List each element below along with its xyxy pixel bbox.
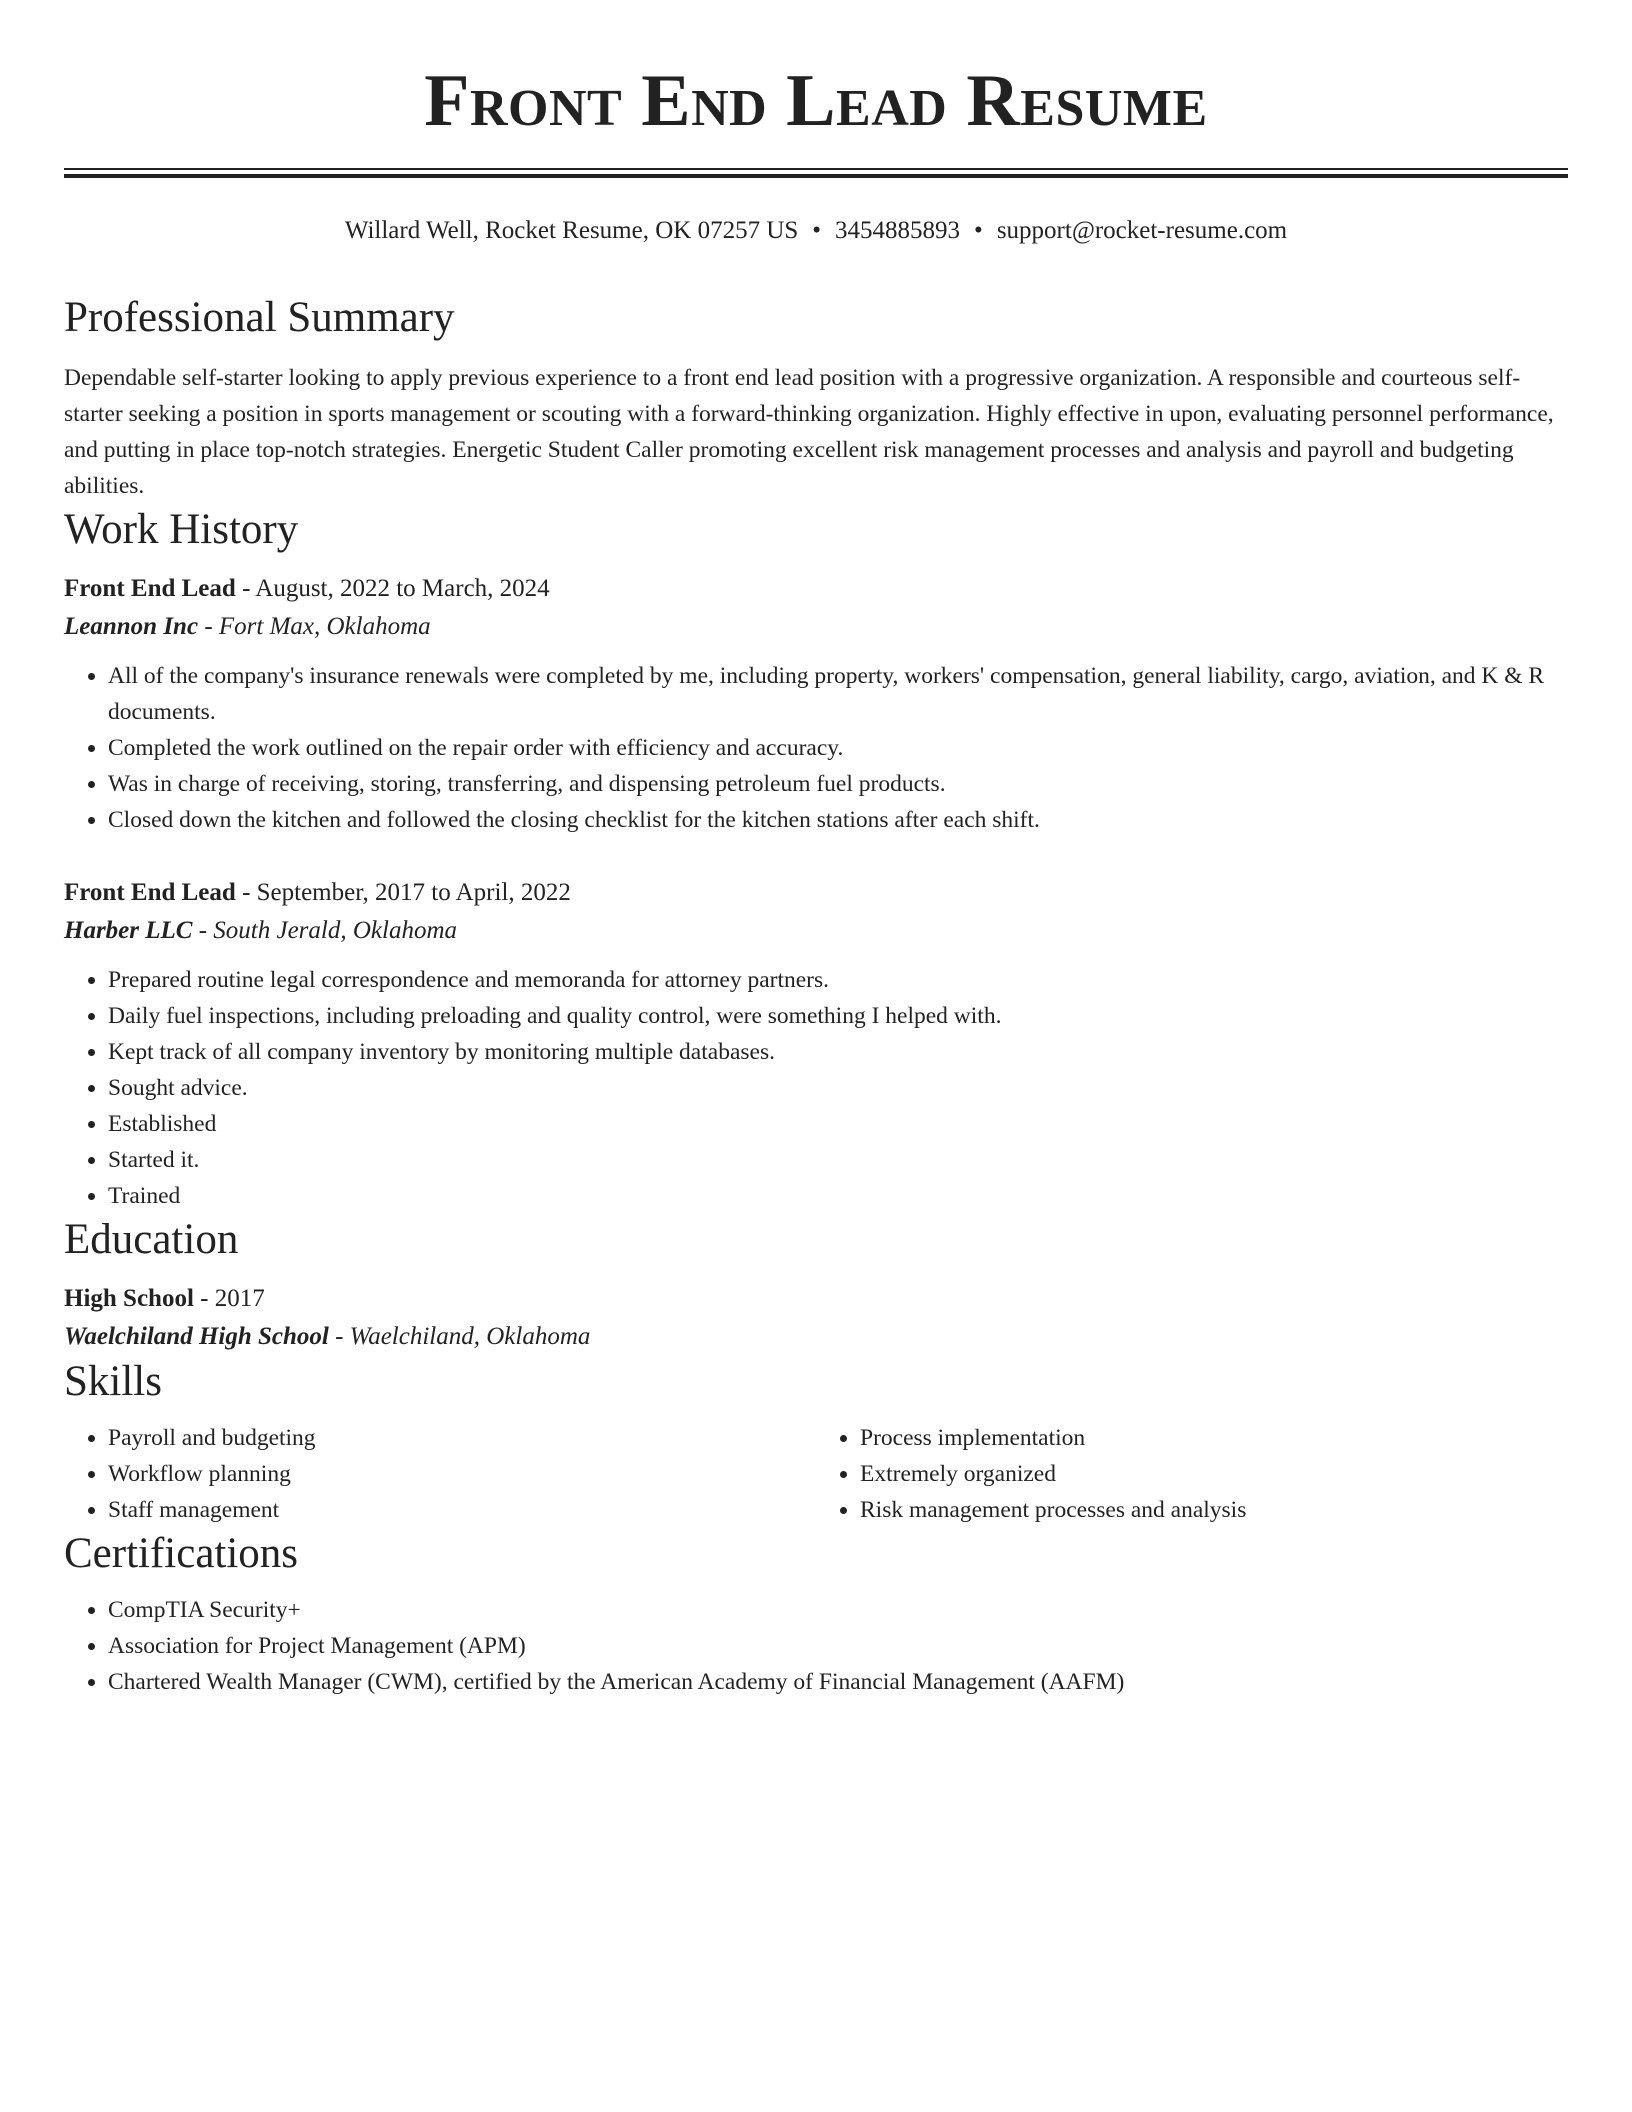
- job-company-line: [64, 912, 1568, 950]
- job-bullets: [64, 962, 1568, 1214]
- education-degree: High School: [64, 1285, 194, 1312]
- education-location: - Waelchiland, Oklahoma: [328, 1323, 591, 1350]
- job-bullet: • Closed down the kitchen and followed the closing checklist for the kitchen stations after each shift.: [108, 802, 1568, 838]
- skills-list-right: [816, 1420, 1568, 1528]
- summary-heading: Professional Summary: [64, 294, 455, 341]
- job-bullet: • Sought advice.: [108, 1070, 1568, 1106]
- skill-item: • Process implementation: [860, 1420, 1568, 1456]
- skills-list-left: [64, 1420, 816, 1528]
- skills-heading: Skills: [64, 1358, 162, 1405]
- skill-item: • Payroll and budgeting: [108, 1420, 816, 1456]
- job-company-line: [64, 608, 1568, 646]
- job-bullet: • Daily fuel inspections, including preloading and quality control, were something I helped with.: [108, 998, 1568, 1034]
- job-bullets: [64, 658, 1568, 838]
- job-title-line: [64, 874, 1568, 912]
- job-bullet: • Prepared routine legal correspondence and memoranda for attorney partners.: [108, 962, 1568, 998]
- job-location: - Fort Max, Oklahoma: [198, 613, 431, 640]
- job-company: Leannon Inc: [64, 613, 199, 640]
- contact-separator: •: [812, 217, 822, 244]
- skill-item: • Staff management: [108, 1492, 816, 1528]
- job-bullet: • Started it.: [108, 1142, 1568, 1178]
- contact-phone: 3454885893: [835, 217, 961, 244]
- job-entry: [64, 874, 1568, 1214]
- job-company: Harber LLC: [64, 917, 193, 944]
- contact-line: [64, 214, 1568, 248]
- job-dates: - August, 2022 to March, 2024: [235, 575, 550, 602]
- job-location: - South Jerald, Oklahoma: [192, 917, 458, 944]
- certification-item: • Chartered Wealth Manager (CWM), certified by the American Academy of Financial Management (AAFM): [108, 1664, 1568, 1700]
- education-school-line: [64, 1318, 1568, 1356]
- certifications-list: [64, 1592, 1568, 1700]
- contact-address: Willard Well, Rocket Resume, OK 07257 US: [344, 217, 799, 244]
- job-title-line: [64, 570, 1568, 608]
- job-bullet: • Kept track of all company inventory by monitoring multiple databases.: [108, 1034, 1568, 1070]
- education-entry: [64, 1280, 1568, 1356]
- job-dates: - September, 2017 to April, 2022: [235, 879, 571, 906]
- education-heading: Education: [64, 1216, 239, 1263]
- job-bullet: • Completed the work outlined on the repair order with efficiency and accuracy.: [108, 730, 1568, 766]
- resume-title: Front End Lead Resume: [424, 60, 1208, 142]
- skill-item: • Extremely organized: [860, 1456, 1568, 1492]
- job-bullet: • Trained: [108, 1178, 1568, 1214]
- skill-item: • Risk management processes and analysis: [860, 1492, 1568, 1528]
- summary-text: Dependable self-starter looking to apply previous experience to a front end lead position with a progressive organization. A responsible and courteous self-starter seeking a position in sports management or scouting with a forward-thinking organization. Highly effective in upon, evaluating personnel performance, and putting in place top-notch strategies. Energetic Student Caller promoting excellent risk management processes and analysis and payroll and budgeting abilities.: [64, 365, 1554, 499]
- work-history-heading: Work History: [64, 506, 299, 553]
- job-title: Front End Lead: [64, 879, 236, 906]
- certifications-heading: Certifications: [64, 1530, 299, 1577]
- contact-email: support@rocket-resume.com: [996, 217, 1288, 244]
- certification-item: • Association for Project Management (APM): [108, 1628, 1568, 1664]
- job-title: Front End Lead: [64, 575, 236, 602]
- job-bullet: • All of the company's insurance renewals were completed by me, including property, workers' compensation, general liability, cargo, aviation, and K & R documents.: [108, 658, 1568, 730]
- education-year: - 2017: [193, 1285, 265, 1312]
- title-divider: [64, 168, 1568, 178]
- skill-item: • Workflow planning: [108, 1456, 816, 1492]
- certification-item: • CompTIA Security+: [108, 1592, 1568, 1628]
- job-bullet: • Was in charge of receiving, storing, transferring, and dispensing petroleum fuel products.: [108, 766, 1568, 802]
- skills-grid: [64, 1420, 1568, 1528]
- education-degree-line: [64, 1280, 1568, 1318]
- job-entry: [64, 570, 1568, 838]
- education-school: Waelchiland High School: [64, 1323, 329, 1350]
- contact-separator: •: [974, 217, 983, 244]
- job-bullet: • Established: [108, 1106, 1568, 1142]
